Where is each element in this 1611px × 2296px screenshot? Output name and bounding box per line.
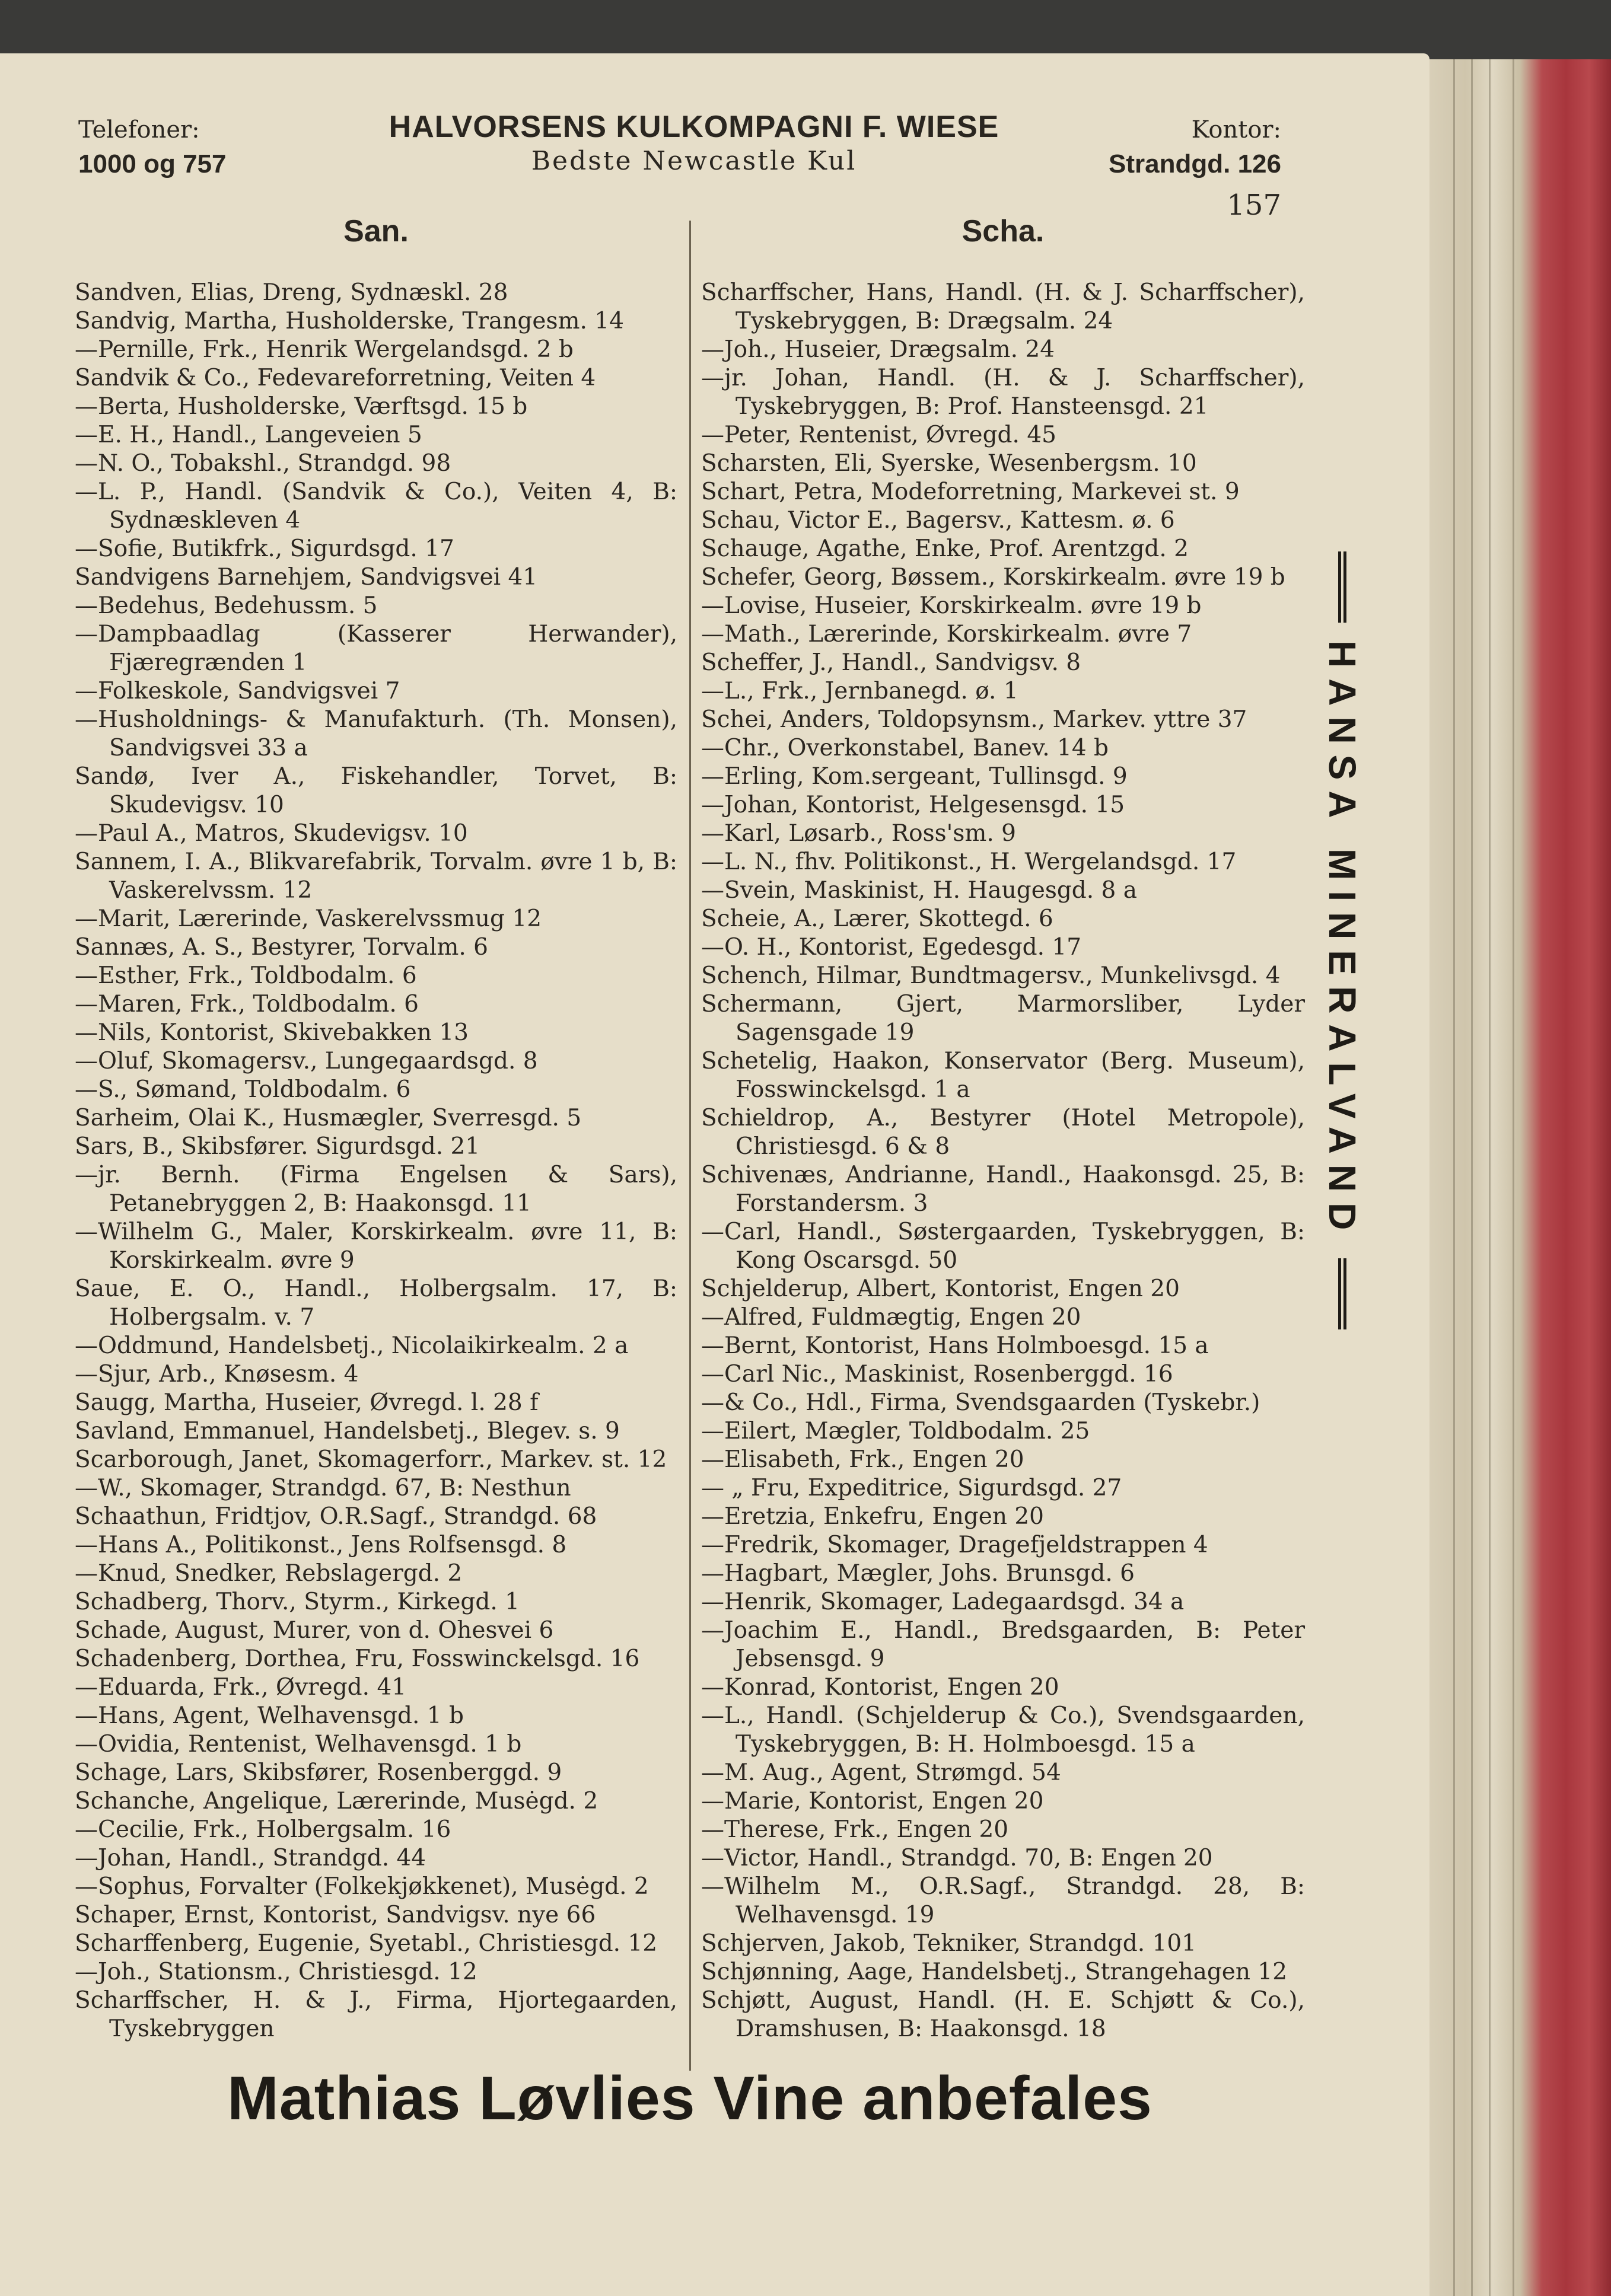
directory-entry: —Eilert, Mægler, Toldbodalm. 25 xyxy=(701,1418,1090,1444)
directory-entry: —Hagbart, Mægler, Johs. Brunsgd. 6 xyxy=(701,1560,1135,1587)
directory-entry: —jr. Johan, Handl. (H. & J. Scharffscher), Tyskebryggen, B: Prof. Hansteensgd. 21 xyxy=(701,365,1305,420)
directory-entry: —Henrik, Skomager, Ladegaardsgd. 34 a xyxy=(701,1589,1185,1615)
directory-entry: Schjønning, Aage, Handelsbetj., Strangehagen 12 xyxy=(701,1959,1288,1985)
directory-entry: —Sjur, Arb., Knøsesm. 4 xyxy=(75,1361,359,1388)
directory-entry: —L., Handl. (Schjelderup & Co.), Svendsgaarden, Tyskebryggen, B: H. Holmboesgd. 15 a xyxy=(701,1702,1305,1758)
company-name: HALVORSENS KULKOMPAGNI F. WIESE xyxy=(389,110,999,144)
directory-entry: —Eretzia, Enkefru, Engen 20 xyxy=(701,1503,1044,1530)
directory-entry: —Wilhelm G., Maler, Korskirkealm. øvre 11, B: Korskirkealm. øvre 9 xyxy=(75,1219,677,1274)
right-column-heading: Scha. xyxy=(961,214,1045,248)
directory-entry: —Carl Nic., Maskinist, Rosenberggd. 16 xyxy=(701,1361,1173,1388)
directory-entry: —O. H., Kontorist, Egedesgd. 17 xyxy=(701,934,1082,961)
directory-entry: Sandø, Iver A., Fiskehandler, Torvet, B: Skudevigsv. 10 xyxy=(75,763,677,818)
directory-entry: —Lovise, Huseier, Korskirkealm. øvre 19 b xyxy=(701,592,1202,619)
directory-entry: Sannæs, A. S., Bestyrer, Torvalm. 6 xyxy=(75,934,488,961)
directory-entry: Schivenæs, Andrianne, Handl., Haakonsgd. 25, B: Forstandersm. 3 xyxy=(701,1162,1305,1217)
bottom-advertisement: Mathias Løvlies Vine anbefales xyxy=(227,2064,1152,2133)
directory-entry: —& Co., Hdl., Firma, Svendsgaarden (Tyskebr.) xyxy=(701,1389,1260,1416)
book-edge xyxy=(1429,59,1611,2296)
company-tagline: Bedste Newcastle Kul xyxy=(531,146,857,176)
directory-entry: —Maren, Frk., Toldbodalm. 6 xyxy=(75,991,419,1018)
header-office xyxy=(1103,113,1281,181)
directory-entry: Scharffenberg, Eugenie, Syetabl., Christiesgd. 12 xyxy=(75,1930,658,1957)
directory-entry: Schefer, Georg, Bøssem., Korskirkealm. øvre 19 b xyxy=(701,564,1285,591)
directory-entry: Schei, Anders, Toldopsynsm., Markev. yttre 37 xyxy=(701,706,1247,733)
directory-entry: —W., Skomager, Strandgd. 67, B: Nesthun xyxy=(75,1475,571,1501)
directory-entry: —Johan, Handl., Strandgd. 44 xyxy=(75,1845,426,1871)
telephone-numbers: 1000 og 757 xyxy=(78,149,227,178)
directory-entry: —Karl, Løsarb., Ross'sm. 9 xyxy=(701,820,1016,847)
directory-entry: Schieldrop, A., Bestyrer (Hotel Metropole), Christiesgd. 6 & 8 xyxy=(701,1105,1305,1160)
directory-entry: —Bernt, Kontorist, Hans Holmboesgd. 15 a xyxy=(701,1332,1209,1359)
directory-entry: Scheie, A., Lærer, Skottegd. 6 xyxy=(701,905,1053,932)
directory-entry: —N. O., Tobakshl., Strandgd. 98 xyxy=(75,450,451,477)
directory-entry: Schau, Victor E., Bagersv., Kattesm. ø. 6 xyxy=(701,507,1175,534)
directory-entry: Savland, Emmanuel, Handelsbetj., Blegev. s. 9 xyxy=(75,1418,620,1444)
directory-entry: —Fredrik, Skomager, Dragefjeldstrappen 4 xyxy=(701,1532,1208,1558)
directory-entry: Sandven, Elias, Dreng, Sydnæskl. 28 xyxy=(75,279,508,306)
directory-entry: — „ Fru, Expeditrice, Sigurdsgd. 27 xyxy=(701,1475,1122,1501)
side-ad-rule-top xyxy=(1338,551,1346,623)
directory-entry: —Math., Lærerinde, Korskirkealm. øvre 7 xyxy=(701,621,1192,648)
directory-entry: Schanche, Angelique, Lærerinde, Musėgd. 2 xyxy=(75,1788,598,1815)
directory-entry: —Cecilie, Frk., Holbergsalm. 16 xyxy=(75,1816,451,1843)
directory-entry: —Knud, Snedker, Rebslagergd. 2 xyxy=(75,1560,463,1587)
directory-entry: —Joachim E., Handl., Bredsgaarden, B: Peter Jebsensgd. 9 xyxy=(701,1617,1305,1672)
directory-entry: —Oluf, Skomagersv., Lungegaardsgd. 8 xyxy=(75,1048,538,1074)
directory-entry: —Konrad, Kontorist, Engen 20 xyxy=(701,1674,1059,1701)
directory-entry: —E. H., Handl., Langeveien 5 xyxy=(75,422,422,448)
directory-entry: Schaper, Ernst, Kontorist, Sandvigsv. nye 66 xyxy=(75,1902,596,1928)
directory-entry: Schermann, Gjert, Marmorsliber, Lyder Sagensgade 19 xyxy=(701,991,1305,1046)
side-advertisement xyxy=(1321,551,1364,1708)
directory-entry: Schart, Petra, Modeforretning, Markevei st. 9 xyxy=(701,479,1240,505)
directory-entry: —Nils, Kontorist, Skivebakken 13 xyxy=(75,1019,469,1046)
directory-entry: —Chr., Overkonstabel, Banev. 14 b xyxy=(701,735,1109,761)
directory-entry: Scharsten, Eli, Syerske, Wesenbergsm. 10 xyxy=(701,450,1197,477)
directory-entry: Saue, E. O., Handl., Holbergsalm. 17, B: Holbergsalm. v. 7 xyxy=(75,1275,677,1331)
telephone-label: Telefoner: xyxy=(78,116,200,144)
column-divider xyxy=(689,221,691,2071)
directory-entry: Saugg, Martha, Huseier, Øvregd. l. 28 f xyxy=(75,1389,539,1416)
office-address: Strandgd. 126 xyxy=(1109,149,1281,178)
directory-entry: Sandvig, Martha, Husholderske, Trangesm. 14 xyxy=(75,308,624,334)
directory-entry: —Victor, Handl., Strandgd. 70, B: Engen 20 xyxy=(701,1845,1213,1871)
directory-entry: Schade, August, Murer, von d. Ohesvei 6 xyxy=(75,1617,554,1644)
directory-entry: —Peter, Rentenist, Øvregd. 45 xyxy=(701,422,1056,448)
directory-entry: —Ovidia, Rentenist, Welhavensgd. 1 b xyxy=(75,1731,522,1758)
directory-entry: —Hans A., Politikonst., Jens Rolfsensgd. 8 xyxy=(75,1532,567,1558)
directory-entry: —Hans, Agent, Welhavensgd. 1 b xyxy=(75,1702,464,1729)
directory-entry: —Svein, Maskinist, H. Haugesgd. 8 a xyxy=(701,877,1138,904)
directory-entry: Schjøtt, August, Handl. (H. E. Schjøtt & Co.), Dramshusen, B: Haakonsgd. 18 xyxy=(701,1987,1305,2042)
directory-entry: —Husholdnings- & Manufakturh. (Th. Monsen), Sandvigsvei 33 a xyxy=(75,706,677,761)
directory-entry: —Berta, Husholderske, Værftsgd. 15 b xyxy=(75,393,528,420)
directory-entry: Scarborough, Janet, Skomagerforr., Markev. st. 12 xyxy=(75,1446,667,1473)
directory-entry: —Dampbaadlag (Kasserer Herwander), Fjæregrænden 1 xyxy=(75,621,677,676)
directory-entry: —Folkeskole, Sandvigsvei 7 xyxy=(75,678,400,704)
directory-entry: —Therese, Frk., Engen 20 xyxy=(701,1816,1009,1843)
directory-entry: Sannem, I. A., Blikvarefabrik, Torvalm. øvre 1 b, B: Vaskerelvssm. 12 xyxy=(75,849,677,904)
directory-entry: Schage, Lars, Skibsfører, Rosenberggd. 9 xyxy=(75,1759,562,1786)
directory-entry: —L. N., fhv. Politikonst., H. Wergelandsgd. 17 xyxy=(701,849,1237,875)
directory-entry: —Joh., Huseier, Drægsalm. 24 xyxy=(701,336,1055,363)
directory-entry: —Bedehus, Bedehussm. 5 xyxy=(75,592,378,619)
side-advertisement-text: HANSA MINERALVAND xyxy=(1321,640,1364,1241)
directory-entry: —Pernille, Frk., Henrik Wergelandsgd. 2 b xyxy=(75,336,574,363)
directory-entry: Schjelderup, Albert, Kontorist, Engen 20 xyxy=(701,1275,1180,1302)
directory-entry: —Paul A., Matros, Skudevigsv. 10 xyxy=(75,820,468,847)
directory-entry: Sarheim, Olai K., Husmægler, Sverresgd. 5 xyxy=(75,1105,582,1131)
right-column xyxy=(701,279,1305,2043)
directory-entry: Scharffscher, Hans, Handl. (H. & J. Scharffscher), Tyskebryggen, B: Drægsalm. 24 xyxy=(701,279,1305,334)
directory-entry: —Marie, Kontorist, Engen 20 xyxy=(701,1788,1044,1815)
directory-entry: Schadenberg, Dorthea, Fru, Fosswinckelsgd. 16 xyxy=(75,1646,640,1672)
directory-entry: —Esther, Frk., Toldbodalm. 6 xyxy=(75,962,417,989)
directory-entry: —M. Aug., Agent, Strømgd. 54 xyxy=(701,1759,1061,1786)
directory-entry: —L. P., Handl. (Sandvik & Co.), Veiten 4, B: Sydnæskleven 4 xyxy=(75,479,677,534)
directory-entry: Scheffer, J., Handl., Sandvigsv. 8 xyxy=(701,649,1081,676)
directory-entry: —Eduarda, Frk., Øvregd. 41 xyxy=(75,1674,407,1701)
header-company xyxy=(308,109,1080,176)
directory-entry: —Erling, Kom.sergeant, Tullinsgd. 9 xyxy=(701,763,1128,790)
directory-entry: Schjerven, Jakob, Tekniker, Strandgd. 101 xyxy=(701,1930,1196,1957)
left-column xyxy=(75,279,677,2043)
directory-entry: —Johan, Kontorist, Helgesensgd. 15 xyxy=(701,792,1125,818)
directory-entry: Scharffscher, H. & J., Firma, Hjortegaarden, Tyskebryggen xyxy=(75,1987,677,2042)
page-number: 157 xyxy=(1227,189,1281,222)
directory-entry: —L., Frk., Jernbanegd. ø. 1 xyxy=(701,678,1018,704)
directory-entry: —Marit, Lærerinde, Vaskerelvssmug 12 xyxy=(75,905,542,932)
directory-entry: —Sofie, Butikfrk., Sigurdsgd. 17 xyxy=(75,535,454,562)
directory-entry: Schaathun, Fridtjov, O.R.Sagf., Strandgd. 68 xyxy=(75,1503,597,1530)
directory-entry: —Alfred, Fuldmægtig, Engen 20 xyxy=(701,1304,1081,1331)
directory-entry: —jr. Bernh. (Firma Engelsen & Sars), Petanebryggen 2, B: Haakonsgd. 11 xyxy=(75,1162,677,1217)
directory-entry: Schench, Hilmar, Bundtmagersv., Munkelivsgd. 4 xyxy=(701,962,1281,989)
directory-entry: Schauge, Agathe, Enke, Prof. Arentzgd. 2 xyxy=(701,535,1189,562)
directory-entry: —Carl, Handl., Søstergaarden, Tyskebryggen, B: Kong Oscarsgd. 50 xyxy=(701,1219,1305,1274)
left-column-heading: San. xyxy=(343,214,409,248)
directory-entry: Schetelig, Haakon, Konservator (Berg. Museum), Fosswinckelsgd. 1 a xyxy=(701,1048,1305,1103)
office-label: Kontor: xyxy=(1191,116,1281,144)
directory-entry: —Oddmund, Handelsbetj., Nicolaikirkealm. 2 a xyxy=(75,1332,629,1359)
header-telephone xyxy=(78,113,256,181)
directory-entry: Sars, B., Skibsfører. Sigurdsgd. 21 xyxy=(75,1133,480,1160)
directory-entry: —Sophus, Forvalter (Folkekjøkkenet), Musėgd. 2 xyxy=(75,1873,649,1900)
directory-entry: Schadberg, Thorv., Styrm., Kirkegd. 1 xyxy=(75,1589,520,1615)
directory-entry: —S., Sømand, Toldbodalm. 6 xyxy=(75,1076,411,1103)
directory-entry: —Elisabeth, Frk., Engen 20 xyxy=(701,1446,1024,1473)
side-ad-rule-bottom xyxy=(1338,1258,1346,1329)
directory-entry: Sandvigens Barnehjem, Sandvigsvei 41 xyxy=(75,564,538,591)
directory-entry: —Joh., Stationsm., Christiesgd. 12 xyxy=(75,1959,477,1985)
directory-entry: —Wilhelm M., O.R.Sagf., Strandgd. 28, B: Welhavensgd. 19 xyxy=(701,1873,1305,1928)
directory-entry: Sandvik & Co., Fedevareforretning, Veiten 4 xyxy=(75,365,596,391)
